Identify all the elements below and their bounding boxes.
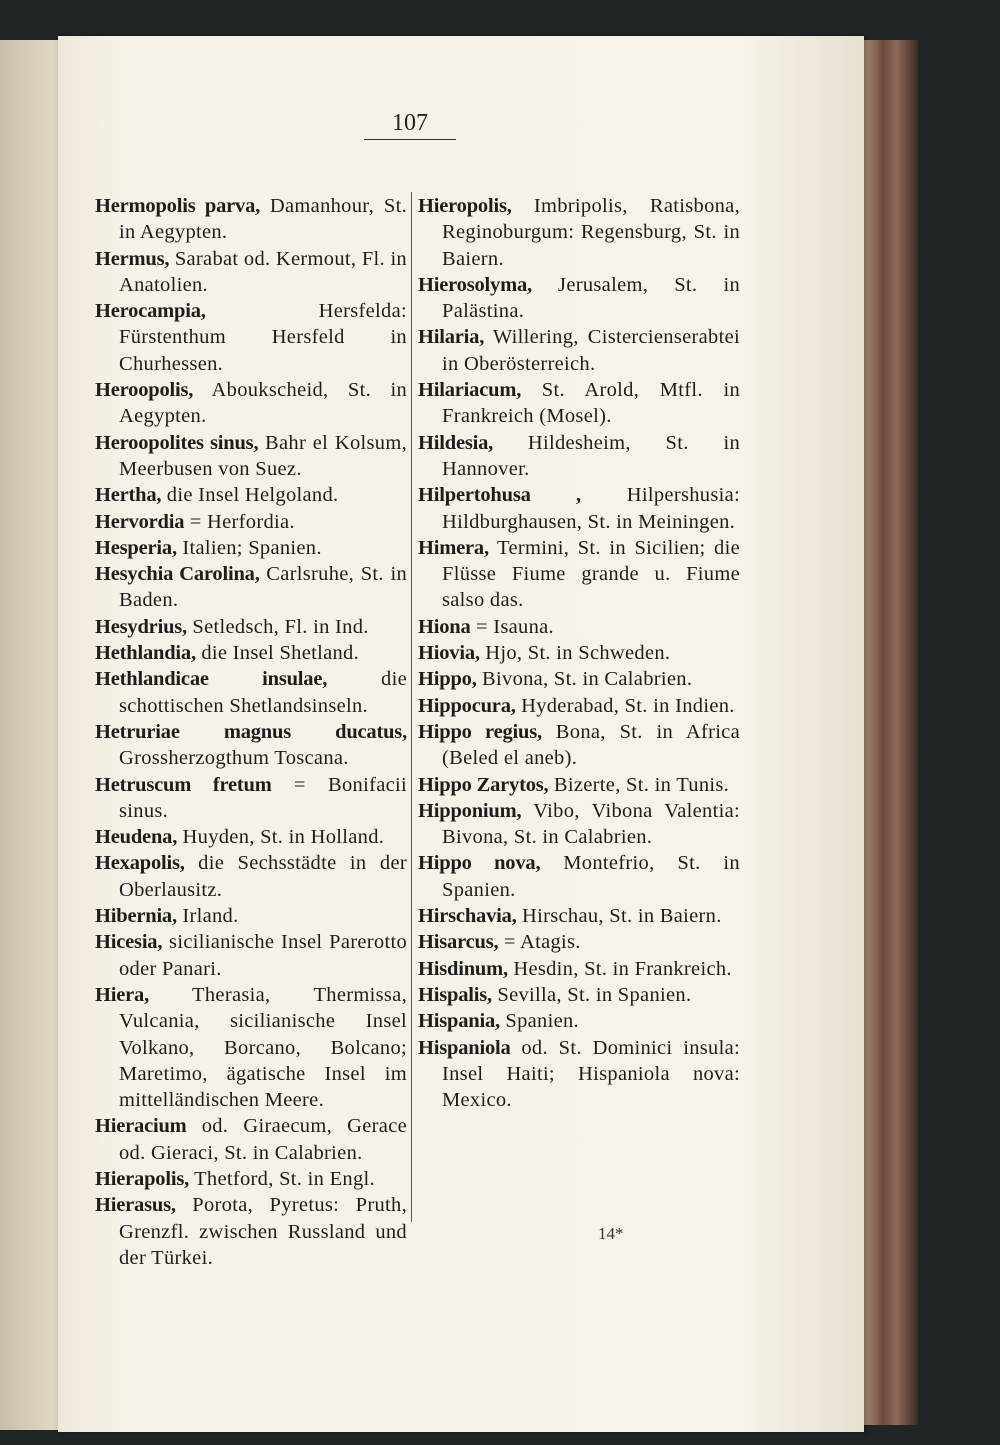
entry-headword: Hippo Zarytos, [418,773,549,796]
dictionary-entry [95,430,407,483]
entry-headword: Hesperia, [95,536,177,559]
entry-gloss: Spanien. [499,1010,579,1033]
dictionary-entry [95,377,407,430]
dictionary-entry [418,772,740,798]
entry-gloss: Willering, Cistercienserabtei in Oberösterreich. [442,326,740,375]
dictionary-entry [95,640,407,666]
printer-signature: 14* [598,1224,624,1243]
dictionary-entry [418,982,740,1008]
entry-gloss: = Atagis. [498,931,581,954]
entry-gloss: Grossherzogthum Toscana. [119,747,349,770]
dictionary-entry [95,561,407,614]
entry-headword: Hexapolis, [95,852,185,875]
dictionary-entry [418,798,740,851]
dictionary-entry [418,956,740,982]
entry-headword: Hierasus, [95,1194,176,1217]
entry-headword: Hiera, [95,983,150,1006]
entry-gloss: Hersfelda: Fürstenthum Hersfeld in Churhessen. [119,300,407,375]
entry-gloss: Hjo, St. in Schweden. [479,642,671,665]
dictionary-entry [418,666,740,692]
previous-page-edge [0,40,62,1430]
dictionary-entry [418,850,740,903]
dictionary-entry [418,1035,740,1114]
entry-gloss: Hildesheim, St. in Hannover. [442,431,740,480]
dictionary-entry [95,824,407,850]
dictionary-entry [95,772,407,825]
column-divider [411,192,412,1222]
entry-gloss: Vibo, Vibona Valentia: Bivona, St. in Calabrien. [442,799,740,849]
entry-headword: Hispaniola [418,1036,511,1059]
entry-headword: Hermopolis parva, [95,195,261,217]
entry-gloss: die schottischen Shetlandsinseln. [119,668,408,717]
entry-gloss: = Isauna. [470,615,554,638]
entry-gloss: Jerusalem, St. in Palästina. [442,273,740,323]
entry-gloss: Irland. [176,905,239,928]
dictionary-entry [95,1113,407,1166]
entry-headword: Hilaria, [418,326,485,349]
entry-headword: Hermus, [95,247,170,270]
dictionary-entry [95,1192,407,1271]
entry-gloss: Italien; Spanien. [176,536,322,559]
entry-gloss: od. St. Dominici insula: Insel Haiti; Hispaniola nova: Mexico. [442,1036,740,1112]
entry-headword: Hipponium, [418,799,522,822]
dictionary-entry [418,482,740,535]
entry-headword: Heroopolites sinus, [95,431,259,454]
entry-gloss: Bona, St. in Africa (Beled el aneb). [442,720,740,770]
right-column [418,193,740,1113]
dictionary-entry [95,193,407,246]
entry-headword: Hethlandia, [95,642,196,665]
dictionary-entry [418,929,740,955]
entry-gloss: = Bonifacii sinus. [119,773,407,822]
entry-headword: Hippo, [418,668,477,691]
entry-headword: Hippo nova, [418,852,541,875]
entry-headword: Hilpertohusa , [418,484,581,507]
entry-headword: Hispalis, [418,983,492,1006]
entry-headword: Hesydrius, [95,615,187,638]
entry-gloss: Montefrio, St. in Spanien. [442,852,740,901]
entry-headword: Hippocura, [418,694,516,717]
entry-gloss: Carlsruhe, St. in Baden. [119,563,407,612]
entry-headword: Hieracium [95,1115,187,1138]
entry-gloss: Sarabat od. Kermout, Fl. in Anatolien. [119,247,407,296]
dictionary-entry [95,246,407,299]
entry-gloss: Bivona, St. in Calabrien. [476,668,693,691]
entry-gloss: Aboukscheid, St. in Aegypten. [119,379,407,428]
dictionary-entry [95,929,407,982]
entry-headword: Hildesia, [418,431,494,454]
dictionary-entry [95,482,407,508]
dictionary-entry [95,614,407,640]
dictionary-entry [418,193,740,272]
entry-gloss: Porota, Pyretus: Pruth, Grenzfl. zwischen Russland und der Türkei. [119,1194,407,1269]
entry-gloss: od. Giraecum, Gerace od. Gieraci, St. in Calabrien. [119,1115,407,1164]
entry-headword: Hibernia, [95,905,177,928]
entry-gloss: sicilianische Insel Parerotto oder Panari. [119,931,407,980]
entry-headword: Himera, [418,536,489,559]
entry-headword: Hispania, [418,1010,500,1033]
dictionary-entry [95,298,407,377]
dictionary-entry [418,272,740,325]
entry-gloss: Thetford, St. in Engl. [189,1167,375,1190]
entry-headword: Hesychia Carolina, [95,563,260,586]
entry-gloss: Sevilla, St. in Spanien. [491,983,692,1006]
entry-headword: Hierapolis, [95,1167,190,1190]
entry-headword: Hetruscum fretum [95,773,272,796]
entry-headword: Hippo regius, [418,720,542,743]
entry-headword: Hisdinum, [418,957,508,980]
dictionary-entry [95,509,407,535]
dictionary-entry [418,903,740,929]
dictionary-entry [418,1008,740,1034]
entry-gloss: Damanhour, St. in Aegypten. [119,195,407,244]
dictionary-entry [418,693,740,719]
entry-headword: Hethlandicae insulae, [95,668,328,691]
entry-headword: Hiovia, [418,642,480,665]
dictionary-entry [95,982,407,1113]
dictionary-entry [95,666,407,719]
entry-headword: Hetruriae magnus ducatus, [95,720,407,743]
dictionary-entry [418,614,740,640]
entry-gloss: Hesdin, St. in Frankreich. [507,957,732,980]
dictionary-entry [95,1166,407,1192]
entry-headword: Hilariacum, [418,379,522,402]
entry-headword: Herocampia, [95,300,206,323]
entry-headword: Hiona [418,615,471,638]
dictionary-entry [95,719,407,772]
entry-gloss: Huyden, St. in Holland. [177,826,385,849]
entry-gloss: = Herfordia. [184,510,295,533]
entry-gloss: Bizerte, St. in Tunis. [548,773,730,796]
left-column [95,193,407,1271]
page-number: 107 [364,110,456,140]
dictionary-entry [418,535,740,614]
dictionary-entry [418,430,740,483]
entry-headword: Hierosolyma, [418,273,532,296]
entry-headword: Hirschavia, [418,905,517,928]
dictionary-entry [418,640,740,666]
dictionary-entry [418,377,740,430]
dictionary-entry [418,719,740,772]
entry-headword: Heroopolis, [95,379,194,402]
entry-gloss: Hilpershusia: Hildburghausen, St. in Meiningen. [442,484,740,533]
entry-gloss: Hyderabad, St. in Indien. [515,694,735,717]
entry-headword: Heudena, [95,826,178,849]
entry-gloss: Hirschau, St. in Baiern. [516,905,722,928]
entry-gloss: die Insel Shetland. [195,642,360,665]
entry-gloss: Therasia, Thermissa, Vulcania, sicilianische Insel Volkano, Borcano, Bolcano; Maretimo, ägatische Insel im mittelländischen Meere. [119,983,407,1112]
entry-gloss: Imbripolis, Ratisbona, Reginoburgum: Regensburg, St. in Baiern. [442,195,740,270]
dictionary-entry [95,850,407,903]
entry-gloss: Bahr el Kolsum, Meerbusen von Suez. [119,431,407,480]
entry-gloss: die Sechsstädte in der Oberlausitz. [119,852,407,901]
dictionary-entry [95,535,407,561]
entry-headword: Hicesia, [95,931,163,954]
entry-headword: Hisarcus, [418,931,499,954]
entry-headword: Hertha, [95,484,162,507]
entry-headword: Hervordia [95,510,185,533]
entry-gloss: die Insel Helgoland. [161,484,339,507]
entry-headword: Hieropolis, [418,195,512,217]
entry-gloss: Setledsch, Fl. in Ind. [186,615,369,638]
dictionary-entry [95,903,407,929]
entry-gloss: St. Arold, Mtfl. in Frankreich (Mosel). [442,379,740,428]
dictionary-entry [418,324,740,377]
entry-gloss: Termini, St. in Sicilien; die Flüsse Fiume grande u. Fiume salso das. [442,536,740,612]
